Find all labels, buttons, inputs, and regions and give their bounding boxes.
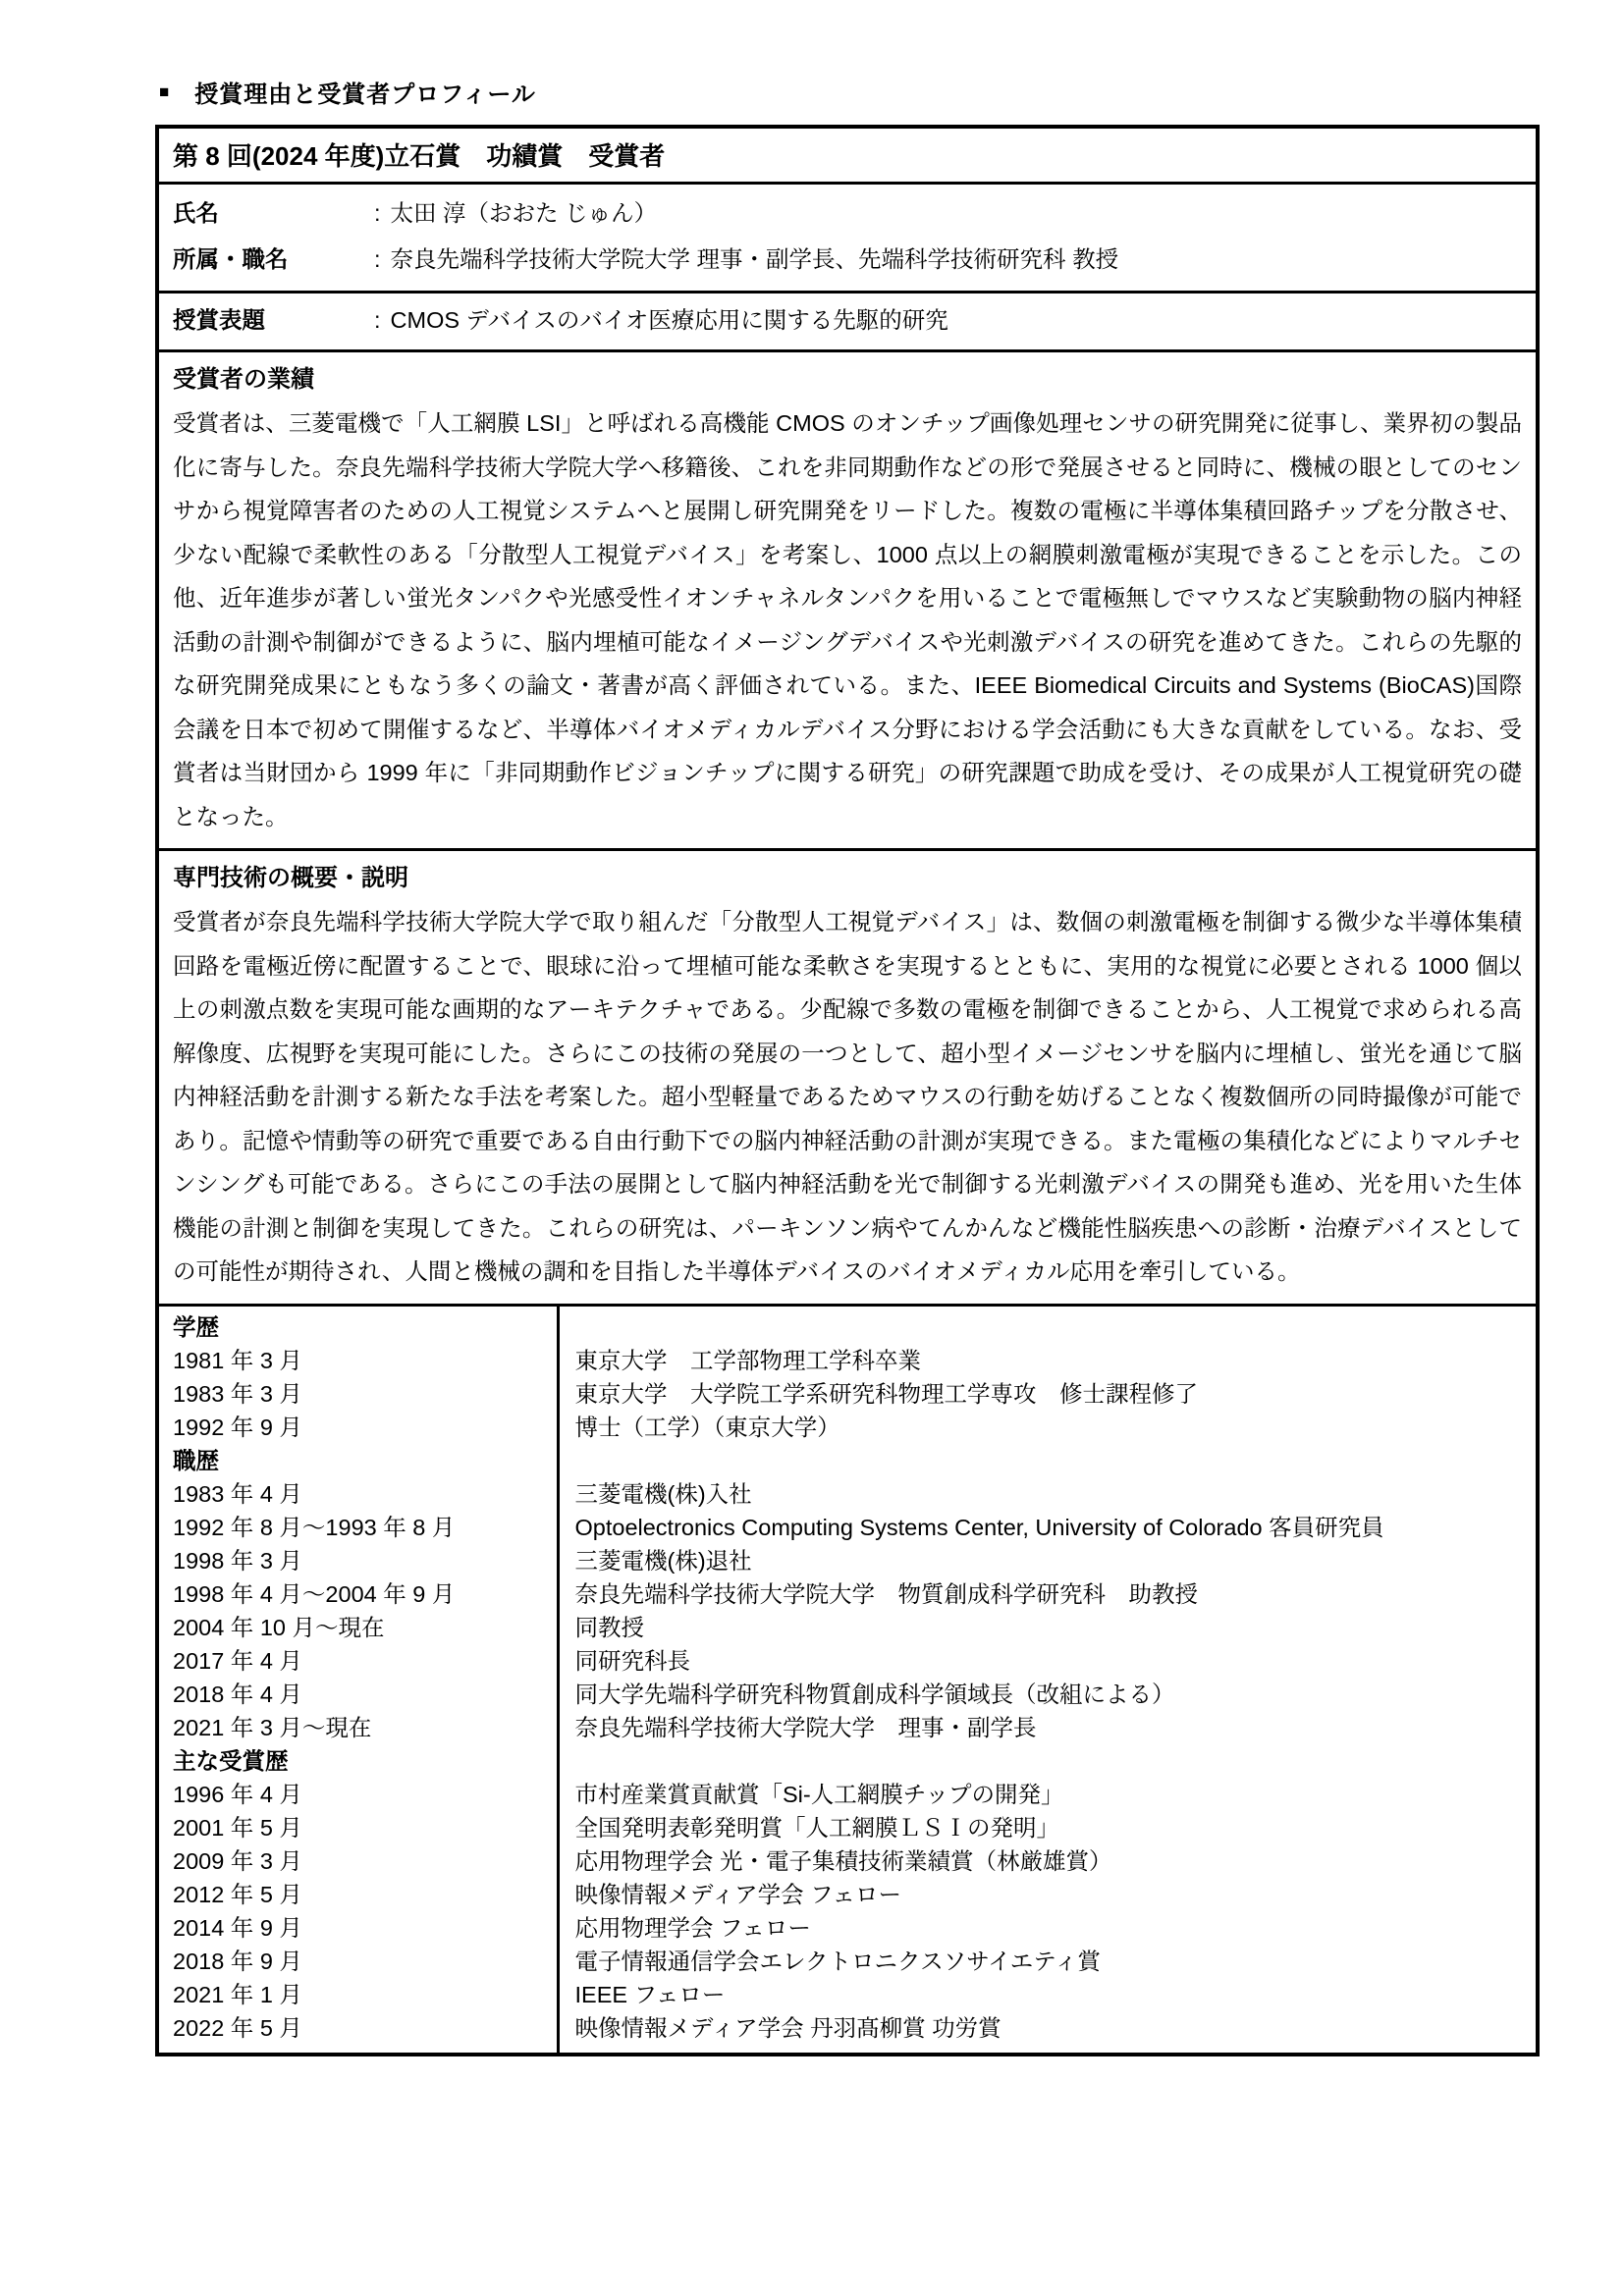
- history-entry-date: 1998 年 4 月～2004 年 9 月: [159, 1577, 558, 1611]
- history-entry-date: 2018 年 4 月: [159, 1678, 558, 1711]
- history-empty-cell: [558, 1307, 1536, 1344]
- history-section-heading: 主な受賞歴: [159, 1744, 558, 1778]
- history-entry-date: 1996 年 4 月: [159, 1778, 558, 1811]
- history-entry-desc: 東京大学 大学院工学系研究科物理工学専攻 修士課程修了: [574, 1380, 1198, 1407]
- history-entry-date: 1998 年 3 月: [159, 1544, 558, 1577]
- profile-table: [155, 125, 1540, 2056]
- history-entry-date: 1983 年 3 月: [159, 1377, 558, 1411]
- section-header-title: 授賞理由と受賞者プロフィール: [194, 81, 536, 108]
- history-section-row: [159, 1307, 1536, 1344]
- history-section-heading: 職歴: [159, 1444, 558, 1477]
- history-entry-row: [159, 1811, 1536, 1844]
- history-section-heading: 学歴: [159, 1307, 558, 1344]
- history-section-row: [159, 1444, 1536, 1477]
- history-entry-desc: 市村産業賞貢献賞「Si-人工網膜チップの開発」: [574, 1781, 1064, 1807]
- history-entry-row: [159, 1544, 1536, 1577]
- history-entry-date: 2018 年 9 月: [159, 1945, 558, 1978]
- history-empty-cell: [558, 1444, 1536, 1477]
- achievements-section: [159, 352, 1536, 851]
- field-value-name: 太田 淳（おおた じゅん）: [390, 200, 658, 226]
- history-entry-row: [159, 1344, 1536, 1377]
- history-entry-row: [159, 1411, 1536, 1444]
- field-separator: :: [374, 307, 381, 333]
- history-section: [159, 1307, 1536, 2053]
- history-entry-desc: 奈良先端科学技術大学院大学 物質創成科学研究科 助教授: [574, 1580, 1198, 1607]
- history-entry-desc: 同大学先端科学研究科物質創成科学領域長（改組による）: [574, 1681, 1175, 1707]
- achievements-text: 受賞者は、三菱電機で「人工網膜 LSI」と呼ばれる高機能 CMOS のオンチップ画像処理センサの研究開発に従事し、業界初の製品化に寄与した。奈良先端科学技術大学院大学へ移籍後、これを非同期動作などの形で発展させると同時に、機械の眼としてのセンサから視覚障害者のための人工視覚システムへと展開し研究開発をリードした。複数の電極に半導体集積回路チップを分散させ、少ない配線で柔軟性のある「分散型人工視覚デバイス」を考案し、1000 点以上の網膜刺激電極が実現できることを示した。この他、近年進歩が著しい蛍光タンパクや光感受性イオンチャネルタンパクを用いることで電極無しでマウスなど実験動物の脳内神経活動の計測や制御ができるように、脳内埋植可能なイメージングデバイスや光刺激デバイスの研究を進めてきた。これらの先駆的な研究開発成果にともなう多くの論文・著書が高く評価されている。また、IEEE Biomedical Circuits and Systems (BioCAS)国際会議を日本で初めて開催するなど、半導体バイオメディカルデバイス分野における学会活動にも大きな貢献をしている。なお、受賞者は当財団から 1999 年に「非同期動作ビジョンチップに関する研究」の研究課題で助成を受け、その成果が人工視覚研究の礎となった。: [173, 410, 1522, 829]
- achievements-heading: 受賞者の業績: [173, 366, 314, 393]
- field-separator: :: [374, 246, 381, 272]
- history-entry-date: 2017 年 4 月: [159, 1644, 558, 1678]
- history-entry-row: [159, 1778, 1536, 1811]
- history-entry-desc: 東京大学 工学部物理工学科卒業: [574, 1347, 921, 1373]
- history-entry-date: 1981 年 3 月: [159, 1344, 558, 1377]
- history-entry-row: [159, 1511, 1536, 1544]
- technology-heading: 専門技術の概要・説明: [173, 865, 408, 891]
- field-value-award-theme: CMOS デバイスのバイオ医療応用に関する先駆的研究: [390, 307, 948, 333]
- history-entry-row: [159, 1377, 1536, 1411]
- award-round-title: 第 8 回(2024 年度)立石賞 功績賞 受賞者: [159, 129, 1536, 185]
- history-entry-date: 2004 年 10 月～現在: [159, 1611, 558, 1644]
- field-row-name: [173, 190, 1522, 237]
- history-empty-cell: [558, 1744, 1536, 1778]
- technology-text: 受賞者が奈良先端科学技術大学院大学で取り組んだ「分散型人工視覚デバイス」は、数個の刺激電極を制御する微少な半導体集積回路を電極近傍に配置することで、眼球に沿って埋植可能な柔軟さを実現するとともに、実用的な視覚に必要とされる 1000 個以上の刺激点数を実現可能な画期的なアーキテクチャである。少配線で多数の電極を制御できることから、人工視覚で求められる高解像度、広視野を実現可能にした。さらにこの技術の発展の一つとして、超小型イメージセンサを脳内に埋植し、蛍光を通じて脳内神経活動を計測する新たな手法を考案した。超小型軽量であるためマウスの行動を妨げることなく複数個所の同時撮像が可能であり。記憶や情動等の研究で重要である自由行動下での脳内神経活動の計測が実現できる。また電極の集積化などによりマルチセンシングも可能である。さらにこの手法の展開として脳内神経活動を光で制御する光刺激デバイスの開発も進め、光を用いた生体機能の計測と制御を実現してきた。これらの研究は、パーキンソン病やてんかんなど機能性脳疾患への診断・治療デバイスとしての可能性が期待され、人間と機械の調和を目指した半導体デバイスのバイオメディカル応用を牽引している。: [173, 909, 1522, 1284]
- history-entry-row: [159, 2011, 1536, 2053]
- field-row-affiliation: [173, 237, 1522, 283]
- history-entry-row: [159, 1477, 1536, 1511]
- field-label-award-theme: 授賞表題: [173, 307, 265, 333]
- award-theme-block: [159, 294, 1536, 352]
- field-label-affiliation: 所属・職名: [173, 246, 289, 272]
- history-entry-date: 2021 年 1 月: [159, 1978, 558, 2011]
- history-entry-row: [159, 1577, 1536, 1611]
- history-entry-row: [159, 1611, 1536, 1644]
- field-value-affiliation: 奈良先端科学技術大学院大学 理事・副学長、先端科学技術研究科 教授: [390, 246, 1119, 272]
- history-table: [159, 1307, 1536, 2053]
- history-entry-date: 1992 年 9 月: [159, 1411, 558, 1444]
- history-entry-desc: 全国発明表彰発明賞「人工網膜ＬＳＩの発明」: [574, 1814, 1059, 1841]
- history-entry-row: [159, 1678, 1536, 1711]
- field-separator: :: [374, 200, 381, 226]
- history-entry-desc: IEEE フェロー: [574, 1981, 726, 2007]
- history-entry-desc: 博士（工学）（東京大学）: [574, 1414, 840, 1440]
- history-entry-date: 2021 年 3 月～現在: [159, 1711, 558, 1744]
- field-label-name: 氏名: [173, 200, 219, 226]
- history-entry-desc: 映像情報メディア学会 フェロー: [574, 1881, 901, 1907]
- page-header: [159, 75, 1540, 109]
- history-entry-desc: Optoelectronics Computing Systems Center, University of Colorado 客員研究員: [574, 1514, 1384, 1540]
- history-entry-desc: 三菱電機(株)退社: [574, 1547, 752, 1574]
- history-section-row: [159, 1744, 1536, 1778]
- section-bullet-icon: ■: [159, 82, 170, 101]
- history-entry-row: [159, 1844, 1536, 1878]
- history-entry-desc: 奈良先端科学技術大学院大学 理事・副学長: [574, 1714, 1037, 1740]
- technology-section: [159, 851, 1536, 1307]
- field-row-award-theme: [173, 297, 1522, 344]
- history-entry-row: [159, 1945, 1536, 1978]
- history-entry-desc: 電子情報通信学会エレクトロニクスソサイエティ賞: [574, 1948, 1101, 1974]
- history-entry-row: [159, 1978, 1536, 2011]
- history-entry-row: [159, 1711, 1536, 1744]
- history-entry-desc: 応用物理学会 フェロー: [574, 1914, 811, 1941]
- history-entry-row: [159, 1644, 1536, 1678]
- history-entry-date: 2022 年 5 月: [159, 2011, 558, 2053]
- history-entry-date: 2014 年 9 月: [159, 1911, 558, 1945]
- history-entry-desc: 同研究科長: [574, 1647, 690, 1674]
- history-entry-desc: 同教授: [574, 1614, 644, 1640]
- recipient-fields: [159, 185, 1536, 294]
- history-entry-date: 2001 年 5 月: [159, 1811, 558, 1844]
- history-entry-desc: 三菱電機(株)入社: [574, 1480, 752, 1507]
- history-entry-date: 1992 年 8 月～1993 年 8 月: [159, 1511, 558, 1544]
- history-entry-row: [159, 1911, 1536, 1945]
- history-entry-date: 1983 年 4 月: [159, 1477, 558, 1511]
- history-entry-desc: 応用物理学会 光・電子集積技術業績賞（林厳雄賞）: [574, 1847, 1112, 1874]
- history-entry-desc: 映像情報メディア学会 丹羽髙柳賞 功労賞: [574, 2014, 1001, 2041]
- history-entry-date: 2009 年 3 月: [159, 1844, 558, 1878]
- history-entry-date: 2012 年 5 月: [159, 1878, 558, 1911]
- history-entry-row: [159, 1878, 1536, 1911]
